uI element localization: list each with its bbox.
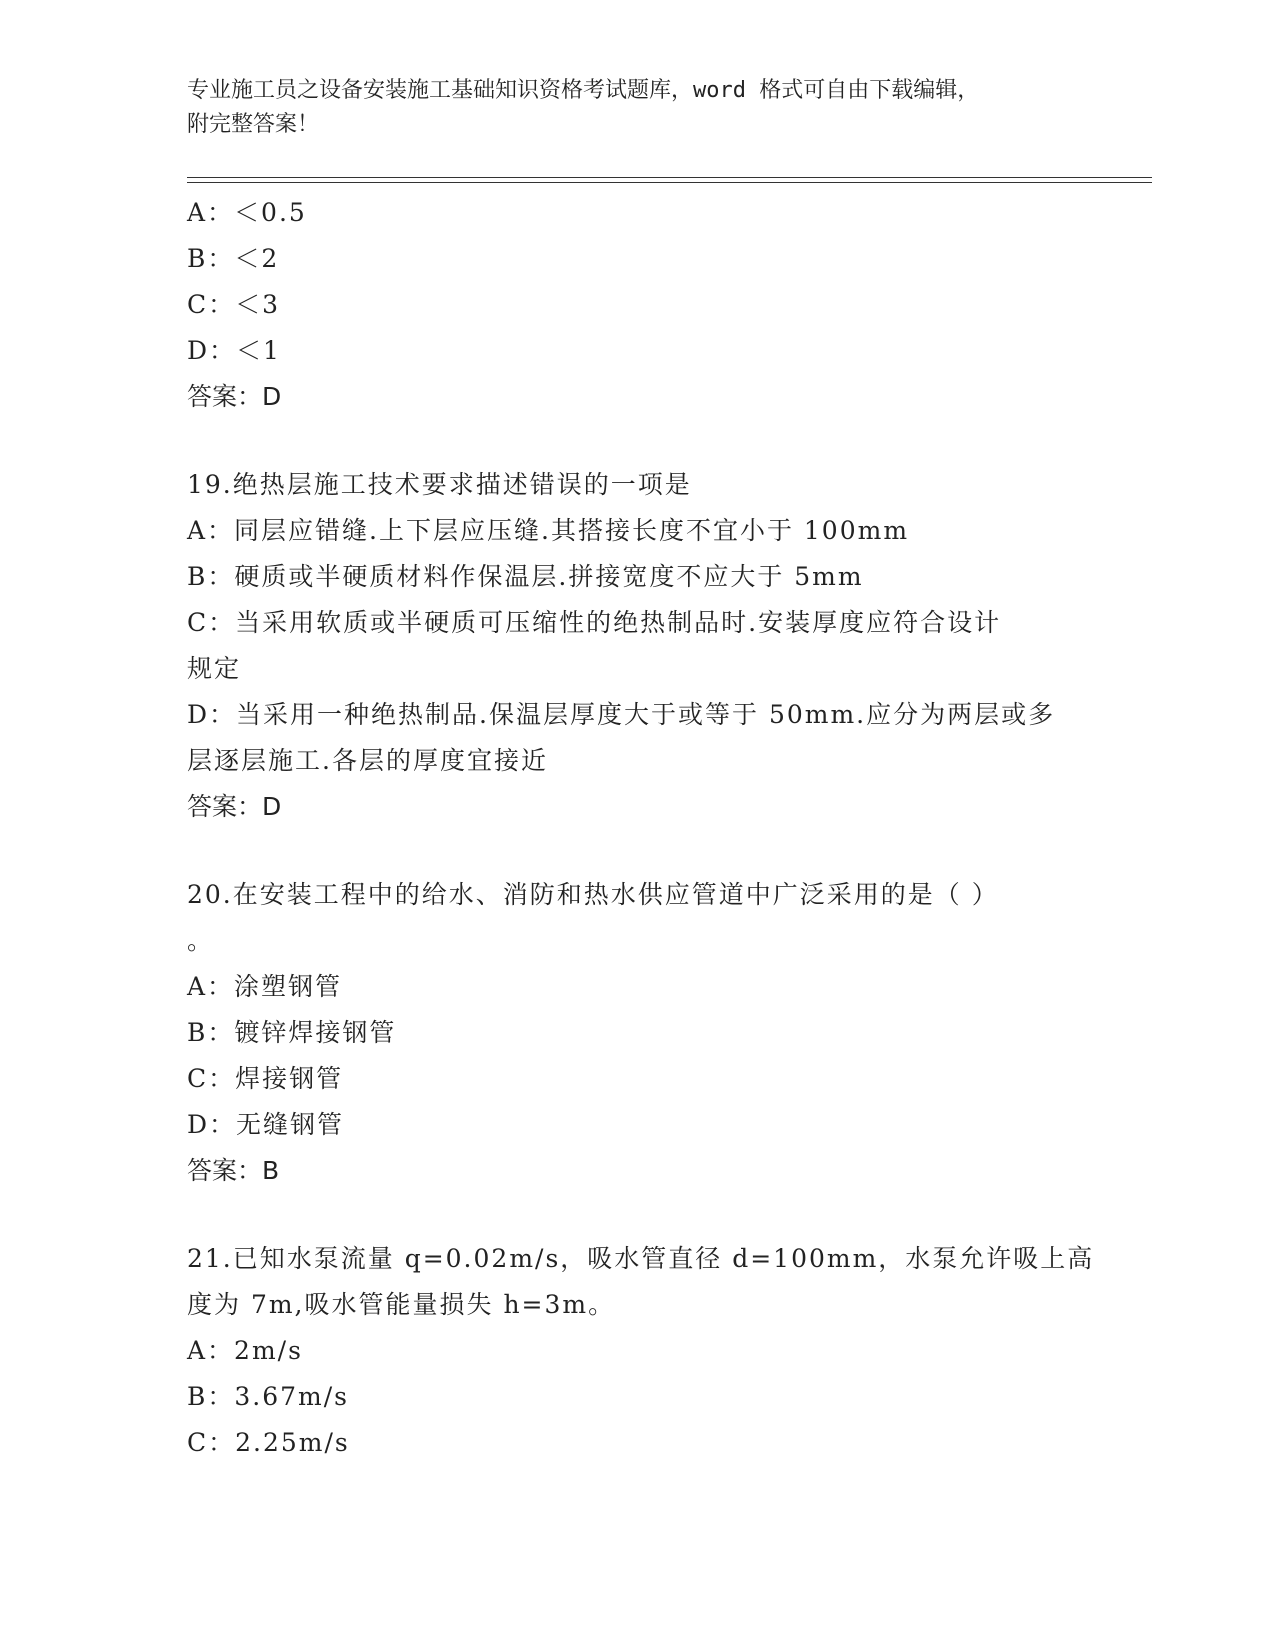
header-line-2: 附完整答案！ bbox=[187, 112, 320, 137]
question-block-19 bbox=[187, 462, 1087, 830]
option-c: C：焊接钢管 bbox=[187, 1064, 344, 1093]
header-line-1: 专业施工员之设备安装施工基础知识资格考试题库，word 格式可自由下载编辑， bbox=[187, 78, 980, 103]
option-a: A：2m/s bbox=[187, 1336, 303, 1365]
question-text-continued: 度为 7m,吸水管能量损失 h=3m。 bbox=[187, 1290, 616, 1319]
option-c: C：＜3 bbox=[187, 290, 281, 319]
option-d: D：无缝钢管 bbox=[187, 1110, 345, 1139]
question-block-18 bbox=[187, 190, 1087, 420]
answer-line: 答案：D bbox=[187, 382, 282, 411]
answer-line: 答案：B bbox=[187, 1156, 280, 1185]
header-divider-top bbox=[187, 177, 1152, 178]
option-b: B：硬质或半硬质材料作保温层.拼接宽度不应大于 5mm bbox=[187, 562, 864, 591]
option-c: C：2.25m/s bbox=[187, 1428, 350, 1457]
option-a: A：涂塑钢管 bbox=[187, 972, 343, 1001]
question-text: 19.绝热层施工技术要求描述错误的一项是 bbox=[187, 470, 692, 499]
question-text: 20.在安装工程中的给水、消防和热水供应管道中广泛采用的是（ ） bbox=[187, 880, 999, 909]
option-b: B：镀锌焊接钢管 bbox=[187, 1018, 397, 1047]
question-text: 21.已知水泵流量 q=0.02m/s，吸水管直径 d=100mm，水泵允许吸上高 bbox=[187, 1244, 1095, 1273]
block-spacer bbox=[187, 420, 1087, 462]
answer-line: 答案：D bbox=[187, 792, 282, 821]
option-b: B：＜2 bbox=[187, 244, 280, 273]
option-b: B：3.67m/s bbox=[187, 1382, 349, 1411]
question-block-21 bbox=[187, 1236, 1095, 1466]
question-content bbox=[187, 190, 1095, 1466]
question-block-20 bbox=[187, 872, 1087, 1194]
block-spacer bbox=[187, 830, 1087, 872]
block-spacer bbox=[187, 1194, 1087, 1236]
option-a: A：同层应错缝.上下层应压缝.其搭接长度不宜小于 100mm bbox=[187, 516, 910, 545]
option-d-continued: 层逐层施工.各层的厚度宜接近 bbox=[187, 746, 548, 775]
question-text-continued: 。 bbox=[187, 926, 215, 955]
header-divider-bottom bbox=[187, 182, 1152, 183]
option-c: C：当采用软质或半硬质可压缩性的绝热制品时.安装厚度应符合设计 bbox=[187, 608, 1002, 637]
option-d: D：当采用一种绝热制品.保温层厚度大于或等于 50mm.应分为两层或多 bbox=[187, 700, 1056, 729]
option-c-continued: 规定 bbox=[187, 654, 242, 683]
page-header bbox=[187, 74, 1067, 142]
option-a: A：＜0.5 bbox=[187, 198, 307, 227]
option-d: D：＜1 bbox=[187, 336, 281, 365]
